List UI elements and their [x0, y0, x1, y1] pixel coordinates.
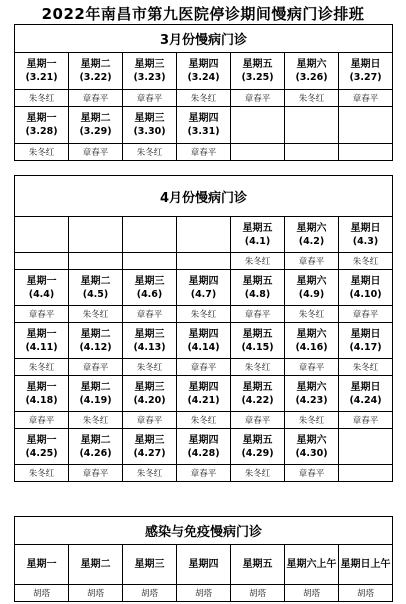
weekday-label: 星期三	[134, 381, 165, 393]
doctor-cell: 章春平	[231, 90, 285, 107]
doctor-cell: 朱冬红	[69, 306, 123, 323]
date-label: (3.29)	[79, 126, 112, 137]
day-cell	[69, 376, 123, 412]
day-cell	[339, 270, 393, 306]
weekday-label: 星期日	[350, 222, 381, 234]
weekday-label: 星期二	[80, 328, 111, 340]
weekday-label: 星期五	[242, 275, 273, 287]
weekday-label: 星期一	[26, 328, 57, 340]
day-cell	[69, 107, 123, 144]
doctor-cell: 章春平	[177, 359, 231, 376]
weekday-label: 星期二	[80, 275, 111, 287]
doctor-cell: 章春平	[231, 412, 285, 429]
weekday-label: 星期三	[134, 434, 165, 446]
doctor-cell: 朱冬红	[231, 359, 285, 376]
doctor-cell: 朱冬红	[123, 359, 177, 376]
weekday-label: 星期六	[296, 381, 327, 393]
doctor-cell: 章春平	[231, 306, 285, 323]
date-label: (4.13)	[133, 341, 166, 353]
weekday-label: 星期六	[296, 275, 327, 287]
empty-cell	[177, 253, 231, 270]
doctor-cell: 章春平	[69, 465, 123, 482]
date-label: (3.25)	[241, 72, 274, 83]
weekday-label: 星期四	[188, 434, 219, 446]
day-cell	[15, 107, 69, 144]
day-cell	[69, 429, 123, 465]
doctor-cell: 章春平	[123, 412, 177, 429]
doctor-cell: 朱冬红	[339, 253, 393, 270]
day-cell	[231, 217, 285, 253]
day-cell	[177, 107, 231, 144]
date-label: (4.12)	[79, 341, 112, 353]
empty-cell	[15, 253, 69, 270]
day-cell	[231, 376, 285, 412]
date-label: (3.21)	[25, 72, 58, 83]
day-cell	[123, 107, 177, 144]
doctor-cell: 朱冬红	[15, 90, 69, 107]
doctor-cell: 章春平	[177, 144, 231, 161]
day-cell	[285, 217, 339, 253]
doctor-cell: 章春平	[177, 465, 231, 482]
doctor-cell: 胡塔	[177, 585, 231, 602]
date-label: (4.22)	[241, 394, 274, 406]
day-cell	[231, 323, 285, 359]
day-cell	[69, 53, 123, 90]
empty-cell	[339, 465, 393, 482]
empty-cell	[231, 144, 285, 161]
weekday-label: 星期一	[26, 113, 57, 124]
weekday-label: 星期日	[350, 275, 381, 287]
day-cell	[339, 376, 393, 412]
weekday-label: 星期二	[80, 434, 111, 446]
weekday-label: 星期日	[350, 328, 381, 340]
day-cell	[177, 270, 231, 306]
doctor-cell: 朱冬红	[339, 359, 393, 376]
date-label: (3.28)	[25, 126, 58, 137]
day-cell	[339, 323, 393, 359]
empty-cell	[123, 253, 177, 270]
weekday-label: 星期三	[134, 113, 165, 124]
date-label: (4.7)	[190, 288, 217, 300]
empty-cell	[231, 107, 285, 144]
weekday-label: 星期五	[231, 545, 285, 585]
date-label: (4.26)	[79, 447, 112, 459]
empty-cell	[15, 217, 69, 253]
date-label: (4.27)	[133, 447, 166, 459]
doctor-cell: 朱冬红	[69, 412, 123, 429]
march-table-title: 3月份慢病门诊	[15, 25, 393, 53]
date-label: (4.30)	[295, 447, 328, 459]
doctor-cell: 章春平	[339, 90, 393, 107]
empty-cell	[339, 144, 393, 161]
weekday-label: 星期二	[80, 59, 111, 70]
doctor-cell: 章春平	[123, 90, 177, 107]
doctor-cell: 章春平	[15, 412, 69, 429]
empty-cell	[69, 217, 123, 253]
day-cell	[15, 323, 69, 359]
doctor-cell: 朱冬红	[285, 306, 339, 323]
day-cell	[69, 270, 123, 306]
doctor-cell: 章春平	[69, 359, 123, 376]
date-label: (3.27)	[349, 72, 382, 83]
day-cell	[15, 270, 69, 306]
doctor-cell: 章春平	[285, 253, 339, 270]
empty-cell	[285, 144, 339, 161]
date-label: (4.18)	[25, 394, 58, 406]
doctor-cell: 胡塔	[339, 585, 393, 602]
doctor-cell: 朱冬红	[15, 359, 69, 376]
weekday-label: 星期六上午	[285, 545, 339, 585]
weekday-label: 星期一	[26, 434, 57, 446]
weekday-label: 星期四	[188, 381, 219, 393]
date-label: (4.29)	[241, 447, 274, 459]
doctor-cell: 章春平	[285, 359, 339, 376]
empty-cell	[177, 217, 231, 253]
weekday-label: 星期五	[242, 59, 273, 70]
date-label: (3.22)	[79, 72, 112, 83]
doctor-cell: 胡塔	[15, 585, 69, 602]
doctor-cell: 胡塔	[231, 585, 285, 602]
empty-cell	[339, 429, 393, 465]
day-cell	[15, 53, 69, 90]
doctor-cell: 章春平	[339, 306, 393, 323]
weekday-label: 星期二	[80, 113, 111, 124]
weekday-label: 星期五	[242, 222, 273, 234]
doctor-cell: 朱冬红	[177, 412, 231, 429]
date-label: (4.24)	[349, 394, 382, 406]
weekday-label: 星期三	[123, 545, 177, 585]
weekday-label: 星期二	[80, 381, 111, 393]
infection-table-title: 感染与免疫慢病门诊	[15, 517, 393, 545]
weekday-label: 星期六	[296, 434, 327, 446]
doctor-cell: 章春平	[123, 306, 177, 323]
doctor-cell: 朱冬红	[177, 90, 231, 107]
day-cell	[285, 270, 339, 306]
empty-cell	[123, 217, 177, 253]
date-label: (4.25)	[25, 447, 58, 459]
day-cell	[177, 323, 231, 359]
doctor-cell: 朱冬红	[123, 465, 177, 482]
infection-immunity-schedule-table	[14, 516, 393, 602]
weekday-label: 星期四	[188, 328, 219, 340]
date-label: (4.17)	[349, 341, 382, 353]
weekday-label: 星期四	[177, 545, 231, 585]
april-table-title: 4月份慢病门诊	[15, 176, 393, 217]
weekday-label: 星期三	[134, 328, 165, 340]
weekday-label: 星期四	[188, 59, 219, 70]
date-label: (4.14)	[187, 341, 220, 353]
date-label: (4.6)	[136, 288, 163, 300]
weekday-label: 星期六	[296, 222, 327, 234]
day-cell	[69, 323, 123, 359]
weekday-label: 星期一	[26, 381, 57, 393]
march-schedule-table	[14, 24, 393, 161]
date-label: (4.20)	[133, 394, 166, 406]
date-label: (4.2)	[298, 235, 325, 247]
doctor-cell: 章春平	[339, 412, 393, 429]
date-label: (4.15)	[241, 341, 274, 353]
weekday-label: 星期三	[134, 275, 165, 287]
date-label: (4.16)	[295, 341, 328, 353]
date-label: (4.3)	[352, 235, 379, 247]
doctor-cell: 朱冬红	[231, 465, 285, 482]
date-label: (4.1)	[244, 235, 271, 247]
doctor-cell: 章春平	[69, 144, 123, 161]
weekday-label: 星期六	[296, 328, 327, 340]
date-label: (3.31)	[187, 126, 220, 137]
date-label: (4.10)	[349, 288, 382, 300]
doctor-cell: 朱冬红	[231, 253, 285, 270]
weekday-label: 星期日上午	[339, 545, 393, 585]
weekday-label: 星期二	[69, 545, 123, 585]
date-label: (4.9)	[298, 288, 325, 300]
day-cell	[339, 217, 393, 253]
day-cell	[177, 429, 231, 465]
weekday-label: 星期五	[242, 434, 273, 446]
doctor-cell: 朱冬红	[177, 306, 231, 323]
day-cell	[123, 429, 177, 465]
date-label: (4.4)	[28, 288, 55, 300]
weekday-label: 星期日	[350, 381, 381, 393]
date-label: (4.28)	[187, 447, 220, 459]
doctor-cell: 胡塔	[285, 585, 339, 602]
doctor-cell: 朱冬红	[15, 144, 69, 161]
day-cell	[285, 53, 339, 90]
doctor-cell: 章春平	[285, 465, 339, 482]
weekday-label: 星期六	[296, 59, 327, 70]
day-cell	[123, 376, 177, 412]
doctor-cell: 朱冬红	[285, 412, 339, 429]
date-label: (4.8)	[244, 288, 271, 300]
date-label: (3.23)	[133, 72, 166, 83]
doctor-cell: 胡塔	[123, 585, 177, 602]
day-cell	[15, 376, 69, 412]
doctor-cell: 胡塔	[69, 585, 123, 602]
empty-cell	[339, 107, 393, 144]
page-title: 2022年南昌市第九医院停诊期间慢病门诊排班	[41, 5, 365, 23]
day-cell	[285, 376, 339, 412]
day-cell	[177, 53, 231, 90]
doctor-cell: 章春平	[69, 90, 123, 107]
empty-cell	[69, 253, 123, 270]
day-cell	[285, 429, 339, 465]
weekday-label: 星期日	[350, 59, 381, 70]
april-schedule-table	[14, 175, 393, 482]
date-label: (4.11)	[25, 341, 58, 353]
day-cell	[231, 429, 285, 465]
date-label: (4.19)	[79, 394, 112, 406]
day-cell	[177, 376, 231, 412]
day-cell	[339, 53, 393, 90]
weekday-label: 星期三	[134, 59, 165, 70]
weekday-label: 星期四	[188, 275, 219, 287]
doctor-cell: 朱冬红	[15, 465, 69, 482]
doctor-cell: 朱冬红	[123, 144, 177, 161]
date-label: (3.30)	[133, 126, 166, 137]
doctor-cell: 章春平	[15, 306, 69, 323]
date-label: (4.5)	[82, 288, 109, 300]
day-cell	[123, 53, 177, 90]
date-label: (3.24)	[187, 72, 220, 83]
date-label: (4.23)	[295, 394, 328, 406]
weekday-label: 星期一	[26, 275, 57, 287]
date-label: (3.26)	[295, 72, 328, 83]
day-cell	[15, 429, 69, 465]
day-cell	[231, 53, 285, 90]
weekday-label: 星期四	[188, 113, 219, 124]
empty-cell	[285, 107, 339, 144]
doctor-cell: 朱冬红	[285, 90, 339, 107]
day-cell	[285, 323, 339, 359]
weekday-label: 星期五	[242, 381, 273, 393]
day-cell	[123, 270, 177, 306]
weekday-label: 星期一	[15, 545, 69, 585]
day-cell	[123, 323, 177, 359]
date-label: (4.21)	[187, 394, 220, 406]
weekday-label: 星期五	[242, 328, 273, 340]
weekday-label: 星期一	[26, 59, 57, 70]
day-cell	[231, 270, 285, 306]
